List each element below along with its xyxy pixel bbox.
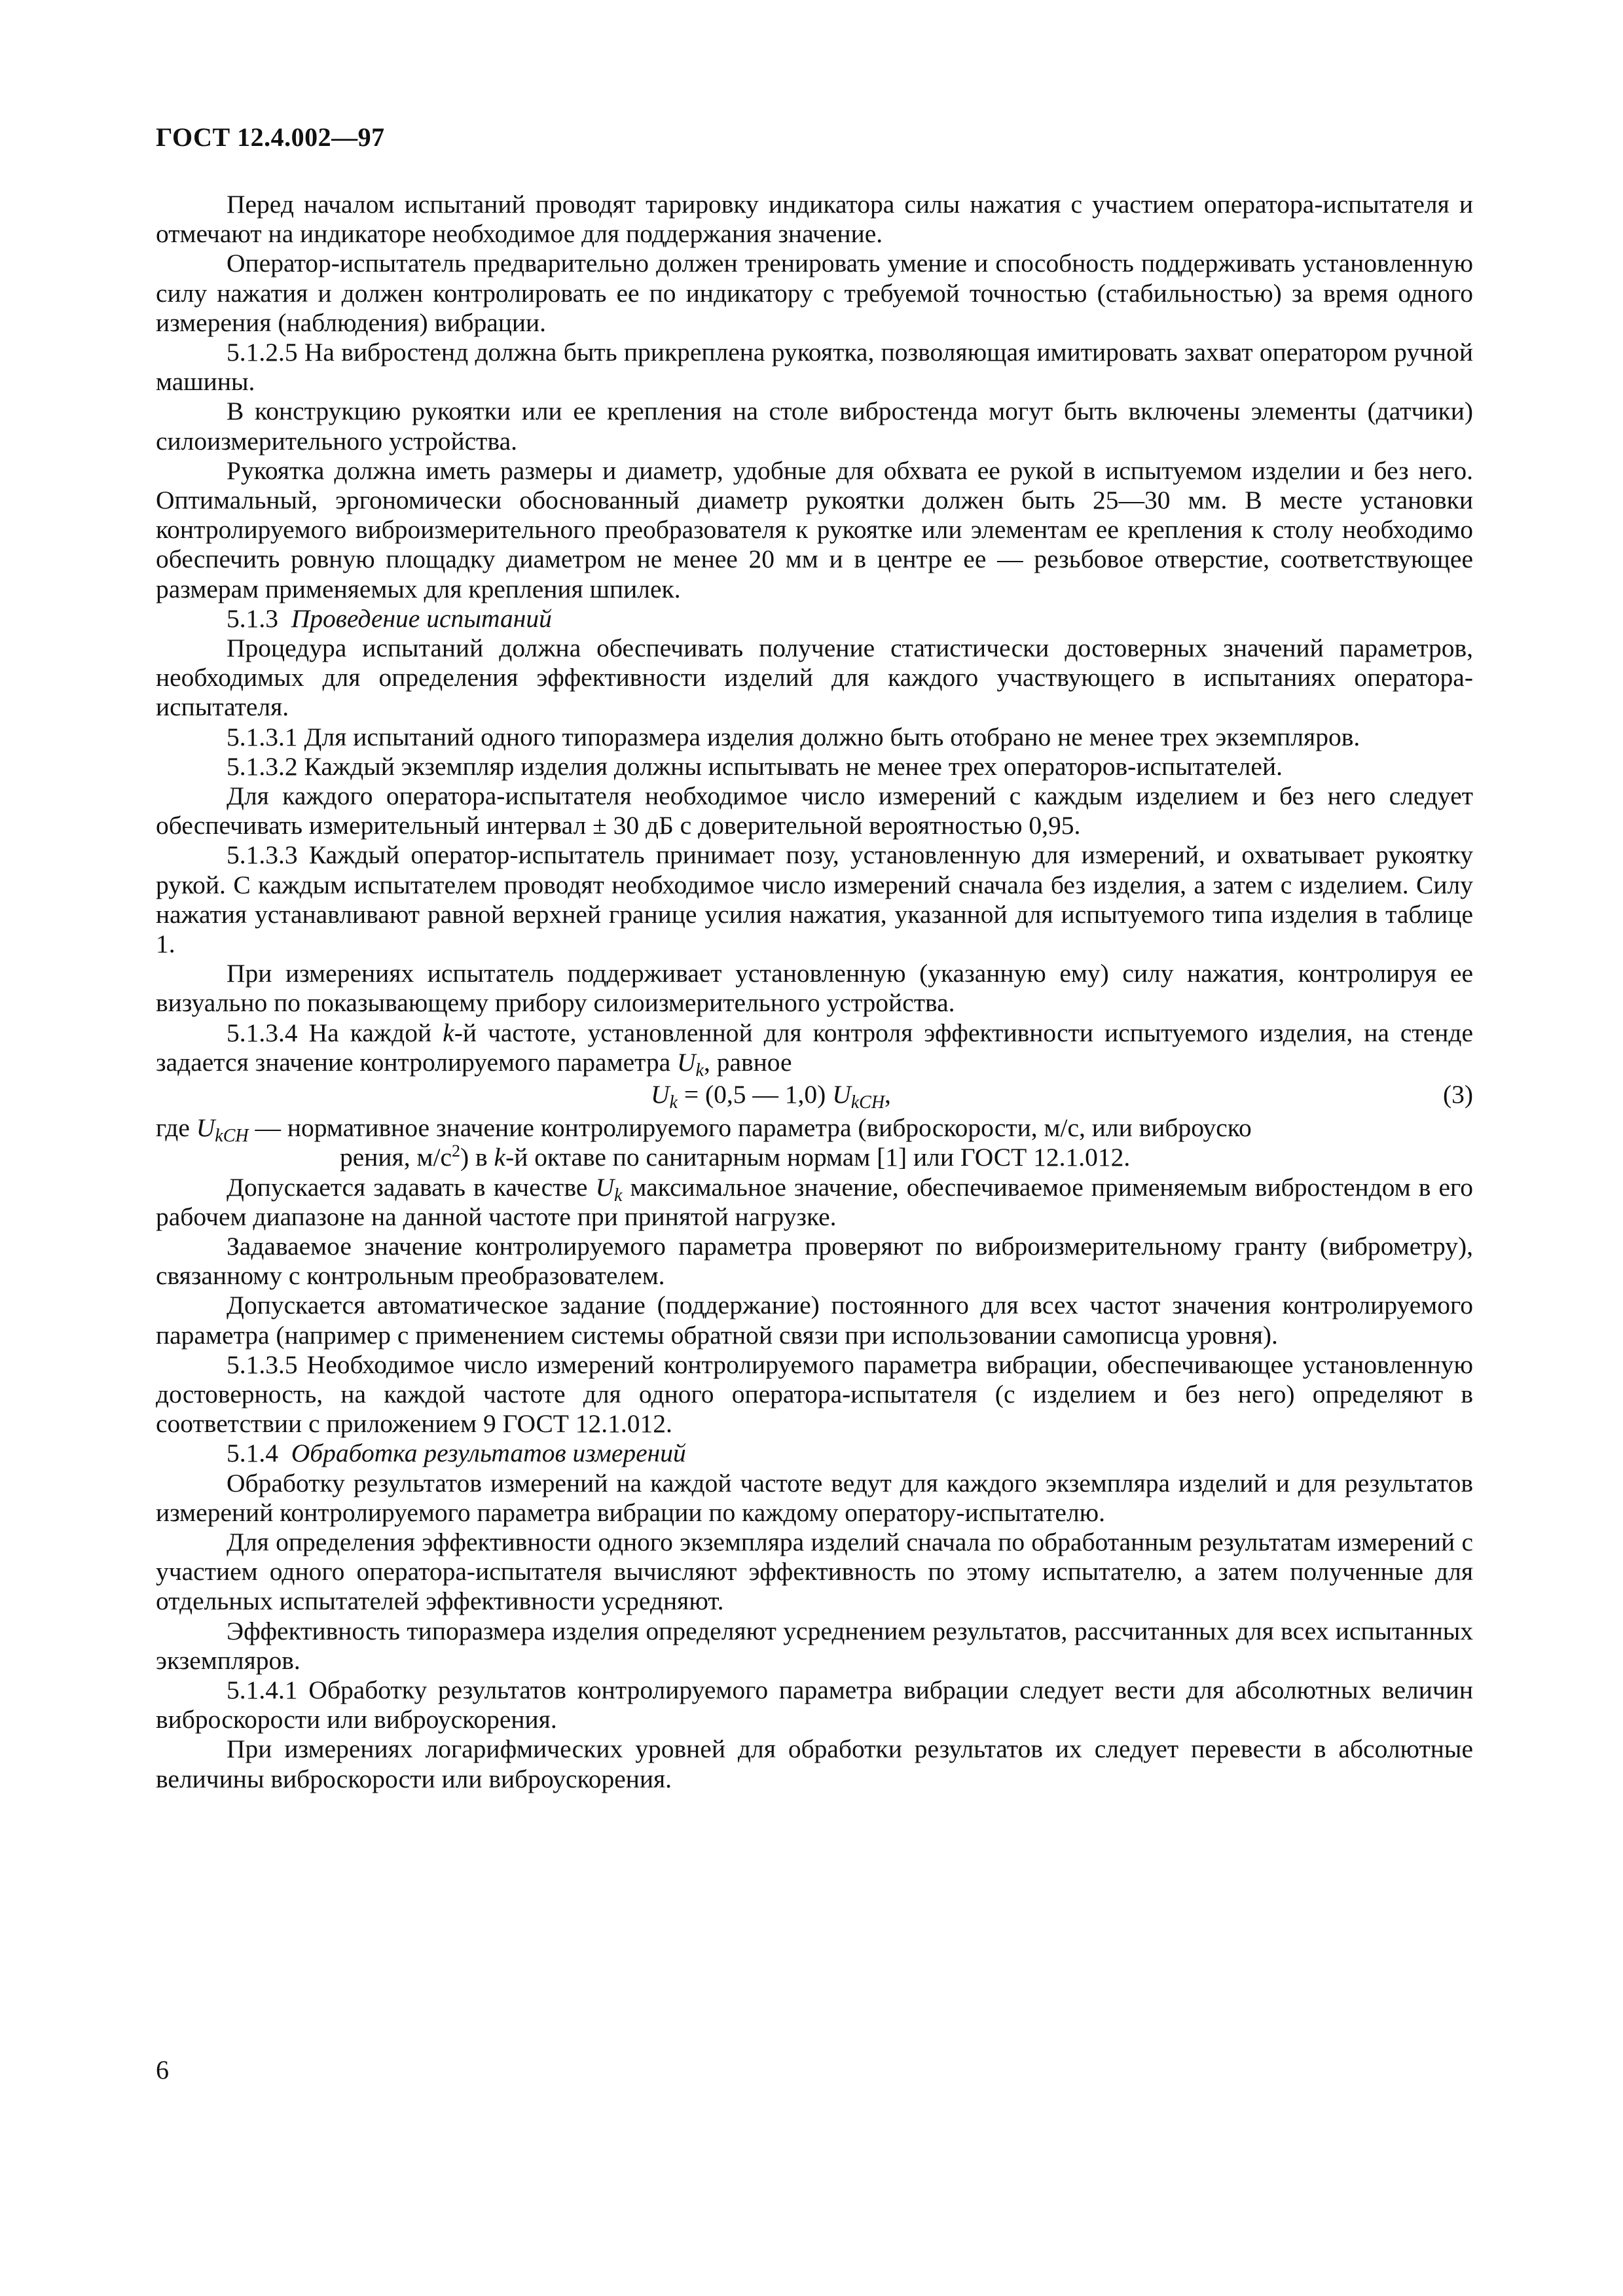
equation: $U_k = (0,5$ — 1,0) $U_{kСН}$,: [651, 1080, 891, 1113]
section-title: Проведение испытаний: [291, 603, 552, 633]
paragraph: Процедура испытаний должна обеспечивать получение статистически достоверных значений параметров, необходимых для определения эффективности изделий для каждого участвующего в испытаниях оператора-испытателя.: [156, 634, 1473, 722]
paragraph: 5.1.2.5 На вибростенд должна быть прикреплена рукоятка, позволяющая имитировать захват оператором ручной машины.: [156, 338, 1473, 397]
paragraph: 5.1.4.1 Обработку результатов контролируемого параметра вибрации следует вести для абсолютных величин виброскорости или виброускорения.: [156, 1675, 1473, 1734]
paragraph: Рукоятка должна иметь размеры и диаметр, удобные для обхвата ее рукой в испытуемом изделии и без него. Оптимальный, эргономически обоснованный диаметр рукоятки должен быть 25—30 мм. В месте установки контролируемого виброизмерительного преобразователя к рукоятке или элементам ее крепления к столу необходимо обеспечить ровную площадку диаметром не менее 20 мм и в центре ее — резьбовое отверстие, соответствующее размерам применяемых для крепления шпилек.: [156, 456, 1473, 603]
paragraph: Допускается автоматическое задание (поддержание) постоянного для всех частот значения контролируемого параметра (например с применением системы обратной связи при использовании самописца уровня).: [156, 1291, 1473, 1350]
paragraph: При измерениях логарифмических уровней для обработки результатов их следует перевести в абсолютные величины виброскорости или виброускорения.: [156, 1734, 1473, 1793]
paragraph: Допускается задавать в качестве $U_k$ максимальное значение, обеспечиваемое применяемым вибростендом в его рабочем диапазоне на данной частоте при принятой нагрузке.: [156, 1172, 1473, 1231]
paragraph: Перед началом испытаний проводят тарировку индикатора силы нажатия с участием оператора-испытателя и отмечают на индикаторе необходимое для поддержания значение.: [156, 190, 1473, 249]
equation-row: [156, 1080, 1473, 1111]
paragraph: 5.1.3.2 Каждый экземпляр изделия должны испытывать не менее трех операторов-испытателей.: [227, 751, 1283, 781]
where-clause-continuation: рения, $м/с^2$) в k-й октаве по санитарным нормам [1] или ГОСТ 12.1.012.: [340, 1141, 1131, 1172]
section-number: 5.1.4: [227, 1439, 278, 1468]
section-title: Обработка результатов измерений: [291, 1439, 686, 1468]
paragraph: Обработку результатов измерений на каждой частоте ведут для каждого экземпляра изделий и для результатов измерений контролируемого параметра вибрации по каждому оператору-испытателю.: [156, 1468, 1473, 1527]
paragraph: 5.1.3.4 На каждой k-й частоте, установленной для контроля эффективности испытуемого изделия, на стенде задается значение контролируемого параметра $U_k$, равное: [156, 1018, 1473, 1081]
paragraph: 5.1.3.1 Для испытаний одного типоразмера изделия должно быть отобрано не менее трех экземпляров.: [227, 722, 1360, 751]
paragraph: 5.1.3.5 Необходимое число измерений контролируемого параметра вибрации, обеспечивающее установленную достоверность, на каждой частоте для одного оператора-испытателя (с изделием и без него) определяют в соответствии с приложением 9 ГОСТ 12.1.012.: [156, 1350, 1473, 1439]
paragraph: Задаваемое значение контролируемого параметра проверяют по виброизмерительному гранту (виброметру), связанному с контрольным преобразователем.: [156, 1231, 1473, 1291]
paragraph: Эффективность типоразмера изделия определяют усреднением результатов, рассчитанных для всех испытанных экземпляров.: [156, 1616, 1473, 1675]
paragraph: Для каждого оператора-испытателя необходимое число измерений с каждым изделием и без него следует обеспечивать измерительный интервал ± 30 дБ с доверительной вероятностью 0,95.: [156, 781, 1473, 840]
section-heading: [156, 1439, 1473, 1468]
equation-number: (3): [1442, 1080, 1473, 1109]
paragraph: Для определения эффективности одного экземпляра изделий сначала по обработанным результатам измерений с участием одного оператора-испытателя вычисляют эффективность по этому испытателю, а затем полученные для отдельных испытателей эффективности усредняют.: [156, 1527, 1473, 1616]
paragraph: Оператор-испытатель предварительно должен тренировать умение и способность поддерживать установленную силу нажатия и должен контролировать ее по индикатору с требуемой точностью (стабильностью) за время одного измерения (наблюдения) вибрации.: [156, 249, 1473, 337]
document-header: ГОСТ 12.4.002—97: [156, 122, 385, 152]
document-body: [156, 190, 1473, 1794]
section-heading: [156, 604, 1473, 634]
page-number: 6: [156, 2055, 169, 2085]
math-symbol: U: [677, 1047, 696, 1077]
section-number: 5.1.3: [227, 603, 278, 633]
paragraph: В конструкцию рукоятки или ее крепления на столе вибростенда могут быть включены элементы (датчики) силоизмерительного устройства.: [156, 397, 1473, 456]
where-clause: где $U_{kСН}$ — нормативное значение контролируемого параметра (виброскорости, м/с, или виброуско: [156, 1113, 1252, 1147]
math-symbol: k: [443, 1018, 454, 1047]
paragraph: 5.1.3.3 Каждый оператор-испытатель принимает позу, установленную для измерений, и охватывает рукоятку рукой. С каждым испытателем проводят необходимое число измерений сначала без изделия, а затем с изделием. Силу нажатия устанавливают равной верхней границе усилия нажатия, указанной для испытуемого типа изделия в таблице 1.: [156, 840, 1473, 959]
paragraph: При измерениях испытатель поддерживает установленную (указанную ему) силу нажатия, контролируя ее визуально по показывающему прибору силоизмерительного устройства.: [156, 959, 1473, 1018]
